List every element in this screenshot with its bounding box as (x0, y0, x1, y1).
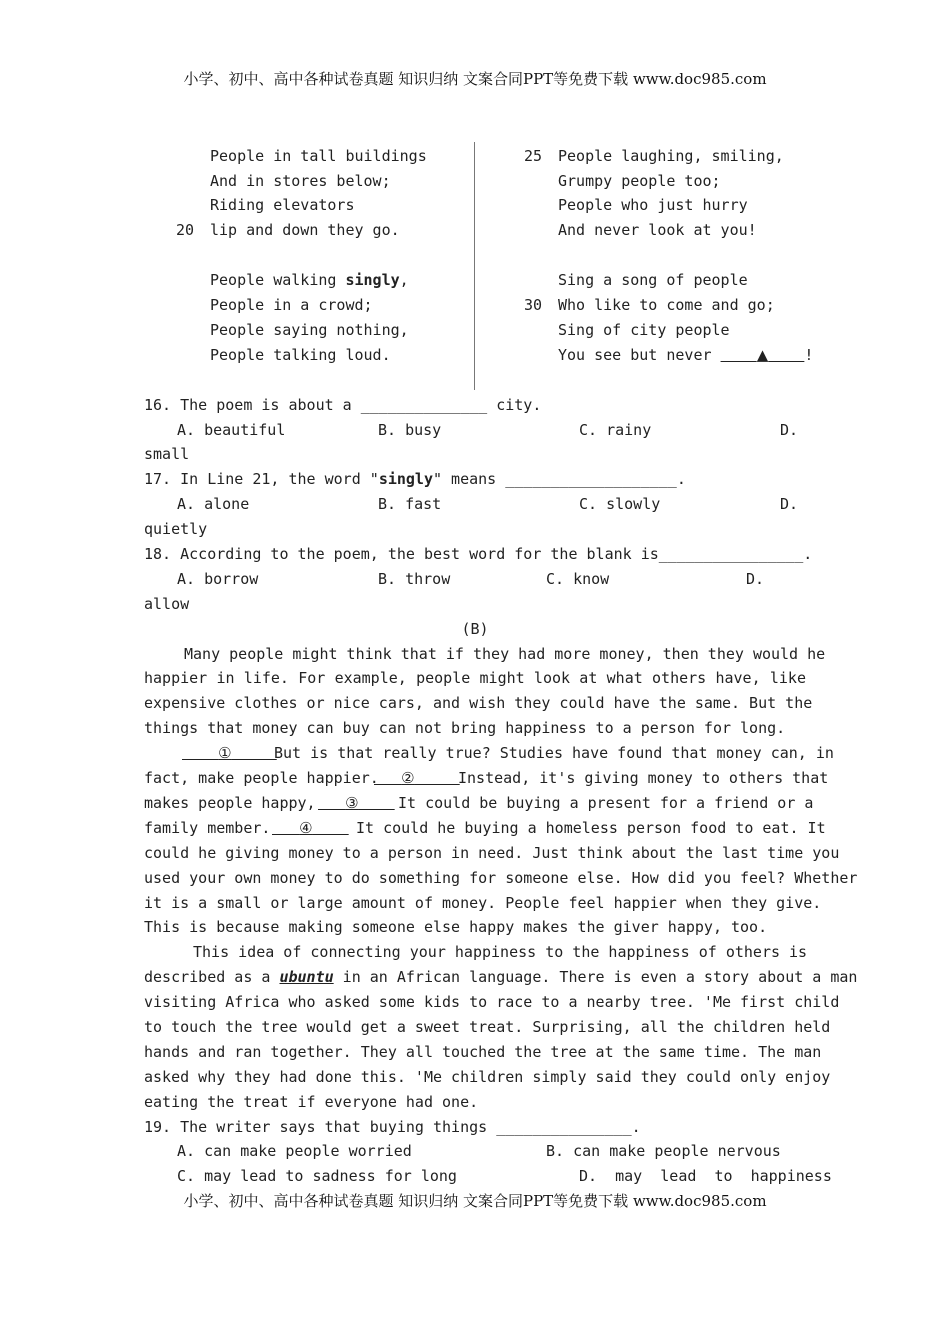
poem-line: People who just hurry (558, 196, 748, 214)
circled-number-icon: ③ (345, 794, 359, 812)
option-c: C. slowly (579, 495, 661, 513)
option-a: A. alone (177, 495, 250, 513)
paragraph-line: This idea of connecting your happiness to the happiness of others is (193, 943, 808, 961)
option-d: D. (780, 421, 799, 439)
paragraph-line: things that money can buy can not bring happiness to a person for long. (144, 719, 786, 737)
poem-last-line (558, 345, 813, 365)
poem-line: Grumpy people too; (558, 172, 721, 190)
poem-blank (721, 346, 805, 364)
column-divider (474, 142, 475, 390)
poem-line: People laughing, smiling, (558, 147, 784, 165)
triangle-icon: ▲ (756, 346, 769, 364)
poem-line: Riding elevators (210, 196, 355, 214)
poem-line: And never look at you! (558, 221, 757, 239)
question-text: " means ___________________. (433, 470, 686, 488)
poem-line: Who like to come and go; (558, 296, 775, 314)
paragraph-line: It could be buying a present for a friend or a (398, 794, 814, 812)
paragraph-line: used your own money to do something for someone else. How did you feel? Whether (144, 869, 858, 887)
poem-line: And in stores below; (210, 172, 391, 190)
question-17-stem (144, 469, 686, 489)
option-d: D. may lead to happiness (579, 1167, 832, 1185)
option-c: C. may lead to sadness for long (177, 1167, 457, 1185)
question-16-stem: 16. The poem is about a ______________ city. (144, 396, 542, 414)
poem-text: , (399, 271, 409, 289)
poem-line: lip and down they go. (210, 221, 400, 239)
option-a: A. can make people worried (177, 1142, 412, 1160)
ubuntu-word: ubuntu (279, 968, 334, 986)
paragraph-line: happier in life. For example, people might look at what others have, like (144, 669, 806, 687)
question-text: 17. In Line 21, the word " (144, 470, 379, 488)
poem-line-number: 20 (176, 221, 195, 239)
page-footer: 小学、初中、高中各种试卷真题 知识归纳 文案合同PPT等免费下载 www.doc985.com (183, 1192, 767, 1210)
blank-2 (374, 768, 460, 788)
bold-word-singly: singly (378, 470, 433, 488)
paragraph-line: fact, make people happier. (144, 769, 379, 787)
poem-line: People talking loud. (210, 346, 391, 364)
blank-2-marker (374, 769, 460, 787)
poem-line: People saying nothing, (210, 321, 409, 339)
blank-3-marker (318, 794, 395, 812)
poem-text: You see but never (558, 346, 721, 364)
poem-line: Sing a song of people (558, 271, 748, 289)
paragraph-line: It could he buying a homeless person food to eat. It (356, 819, 826, 837)
circled-number-icon: ① (218, 744, 232, 762)
paragraph-line: Instead, it's giving money to others that (458, 769, 829, 787)
option-d: D. (780, 495, 799, 513)
paragraph-line: This is because making someone else happy makes the giver happy, too. (144, 918, 768, 936)
poem-line-number: 30 (524, 296, 543, 314)
option-b: B. throw (378, 570, 451, 588)
poem-line: Sing of city people (558, 321, 730, 339)
paragraph-text: in an African language. There is even a story about a man (333, 968, 858, 986)
bold-word-singly: singly (345, 271, 400, 289)
paragraph-line: hands and ran together. They all touched the tree at the same time. The man (144, 1043, 822, 1061)
paragraph-line: Many people might think that if they had more money, then they would he (184, 645, 826, 663)
option-d-text: quietly (144, 520, 208, 538)
poem-text: People walking (210, 271, 346, 289)
question-18-stem: 18. According to the poem, the best word for the blank is________________. (144, 545, 813, 563)
paragraph-line: eating the treat if everyone had one. (144, 1093, 479, 1111)
page-header: 小学、初中、高中各种试卷真题 知识归纳 文案合同PPT等免费下载 www.doc985.com (183, 70, 767, 88)
paragraph-line: asked why they had done this. 'Me children simply said they could only enjoy (144, 1068, 831, 1086)
option-d-text: small (144, 445, 190, 463)
option-d-text: allow (144, 595, 190, 613)
paragraph-line: to touch the tree would get a sweet treat. Surprising, all the children held (144, 1018, 831, 1036)
blank-3 (318, 793, 395, 813)
option-c: C. rainy (579, 421, 652, 439)
poem-text: ! (804, 346, 814, 364)
question-19-stem: 19. The writer says that buying things _______________. (144, 1118, 641, 1136)
blank-1-marker (182, 744, 277, 762)
paragraph-line: family member. (144, 819, 271, 837)
poem-line-singly (210, 270, 409, 290)
paragraph-text: described as a (144, 968, 280, 986)
paragraph-line: But is that really true? Studies have found that money can, in (274, 744, 834, 762)
paragraph-line: expensive clothes or nice cars, and wish they could have the same. But the (144, 694, 813, 712)
poem-line: People in tall buildings (210, 147, 427, 165)
circled-number-icon: ② (401, 769, 415, 787)
option-b: B. can make people nervous (546, 1142, 781, 1160)
section-title: (B) (461, 620, 489, 638)
option-d: D. (746, 570, 765, 588)
paragraph-line: visiting Africa who asked some kids to race to a nearby tree. 'Me first child (144, 993, 840, 1011)
option-a: A. borrow (177, 570, 259, 588)
paragraph-line: could he giving money to a person in need. Just think about the last time you (144, 844, 840, 862)
option-a: A. beautiful (177, 421, 286, 439)
paragraph-line-ubuntu (144, 967, 858, 987)
paragraph-line: makes people happy, (144, 794, 316, 812)
option-b: B. busy (378, 421, 442, 439)
poem-line: People in a crowd; (210, 296, 373, 314)
option-c: C. know (546, 570, 610, 588)
blank-1 (182, 743, 277, 763)
option-b: B. fast (378, 495, 442, 513)
circled-number-icon: ④ (299, 819, 313, 837)
paragraph-line: it is a small or large amount of money. People feel happier when they give. (144, 894, 822, 912)
blank-4-marker (272, 819, 349, 837)
blank-4 (272, 818, 349, 838)
poem-line-number: 25 (524, 147, 543, 165)
